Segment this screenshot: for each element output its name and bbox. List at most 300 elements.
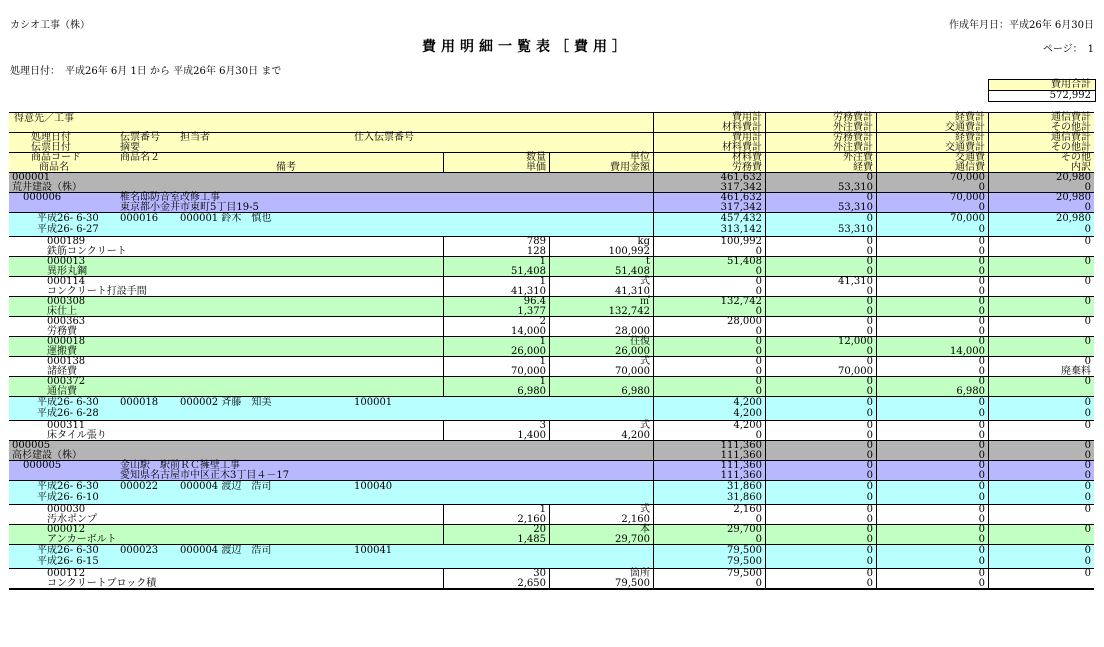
value: 0 bbox=[978, 524, 985, 535]
value-cell bbox=[876, 421, 988, 440]
item-unit: ㎡ bbox=[640, 296, 650, 307]
item-amount: 70,000 bbox=[615, 366, 650, 377]
unit-cell bbox=[549, 421, 653, 440]
qty-cell bbox=[443, 257, 549, 276]
value: 0 bbox=[866, 524, 873, 535]
value: 0 bbox=[1084, 224, 1091, 235]
item-price: 1,400 bbox=[517, 430, 546, 441]
value: 0 bbox=[866, 356, 873, 367]
qty-cell bbox=[443, 337, 549, 356]
value-cell bbox=[876, 545, 988, 568]
value: 0 bbox=[978, 376, 985, 387]
slip-staff: 000002 斉藤 知美 bbox=[180, 397, 272, 408]
value: 0 bbox=[978, 336, 985, 347]
value: 0 bbox=[978, 246, 985, 257]
value-cell bbox=[765, 337, 876, 356]
value-cell bbox=[876, 257, 988, 276]
period: 処理日付： 平成26年 6月 1日 から 平成26年 6月30日 まで bbox=[10, 66, 282, 77]
value-cell bbox=[653, 377, 765, 396]
item-amount: 100,992 bbox=[608, 246, 650, 257]
value-cell bbox=[653, 213, 765, 236]
item-unit: 箇所 bbox=[630, 568, 650, 579]
item-unit: 往復 bbox=[630, 336, 650, 347]
value-cell bbox=[876, 337, 988, 356]
item-code: 000311 bbox=[47, 420, 86, 431]
slip-staff: 000001 鈴木 慎也 bbox=[180, 213, 272, 224]
value-cell bbox=[876, 173, 988, 192]
slip-date: 平成26- 6-30 bbox=[37, 397, 99, 408]
value: 313,142 bbox=[720, 224, 762, 235]
value: 79,500 bbox=[727, 556, 762, 567]
value: 0 bbox=[755, 326, 762, 337]
value-cell bbox=[765, 357, 876, 376]
item-row bbox=[9, 317, 1094, 337]
item-price: 2,650 bbox=[517, 578, 546, 589]
value: 0 bbox=[978, 460, 985, 471]
value-cell bbox=[988, 461, 1094, 480]
value-cell bbox=[876, 277, 988, 296]
value: 0 bbox=[1084, 397, 1091, 408]
value: 0 bbox=[866, 492, 873, 503]
item-unit: kg bbox=[637, 236, 650, 247]
value: 0 bbox=[978, 236, 985, 247]
item-amount: 6,980 bbox=[621, 386, 650, 397]
value: 0 bbox=[866, 578, 873, 589]
purchase-slip-number: 100001 bbox=[354, 397, 393, 408]
item-name: 運搬費 bbox=[47, 346, 77, 357]
slip-date: 平成26- 6-30 bbox=[37, 481, 99, 492]
item-code: 000363 bbox=[47, 316, 86, 327]
value: 0 bbox=[1084, 524, 1091, 535]
qty-cell bbox=[443, 317, 549, 336]
value: 0 bbox=[978, 430, 985, 441]
value: 0 bbox=[755, 266, 762, 277]
slip-number: 000016 bbox=[120, 213, 159, 224]
item-price: 41,310 bbox=[511, 286, 546, 297]
value: 0 bbox=[755, 286, 762, 297]
item-name: 通信費 bbox=[47, 386, 77, 397]
value-cell bbox=[988, 257, 1094, 276]
site-address: 愛知県名古屋市中区正木3丁目４－17 bbox=[120, 470, 290, 481]
qty-cell bbox=[443, 525, 549, 544]
value: 6,980 bbox=[956, 386, 985, 397]
item-name: コンクリート打設手間 bbox=[47, 286, 147, 297]
value: 111,360 bbox=[720, 470, 762, 481]
value: 0 bbox=[978, 366, 985, 377]
value: 28,000 bbox=[727, 316, 762, 327]
value: 0 bbox=[755, 366, 762, 377]
unit-cell bbox=[549, 317, 653, 336]
value-cell bbox=[653, 277, 765, 296]
value-cell bbox=[988, 525, 1094, 544]
value-cell bbox=[876, 297, 988, 316]
qty-cell bbox=[443, 505, 549, 524]
item-qty: 1 bbox=[539, 256, 546, 267]
header-row-slip: 処理日付 伝票日付 伝票番号 摘要 担当者 仕入伝票番号 費用計 材料費計 労務費計 外注費計 経費計 交通費計 通信費計 その他計 bbox=[9, 133, 1094, 153]
value: 0 bbox=[978, 326, 985, 337]
value-cell bbox=[653, 337, 765, 356]
item-row bbox=[9, 357, 1094, 377]
value-cell bbox=[988, 377, 1094, 396]
value: 0 bbox=[1084, 470, 1091, 481]
value: 0 bbox=[1084, 202, 1091, 213]
value: 0 bbox=[978, 514, 985, 525]
value-cell bbox=[653, 545, 765, 568]
value-cell bbox=[876, 357, 988, 376]
item-qty: 1 bbox=[539, 504, 546, 515]
value: 0 bbox=[1084, 316, 1091, 327]
value: 20,980 bbox=[1056, 172, 1091, 183]
value-cell bbox=[765, 525, 876, 544]
value-cell bbox=[765, 481, 876, 504]
item-name: 労務費 bbox=[47, 326, 77, 337]
value: 0 bbox=[978, 481, 985, 492]
value-cell bbox=[988, 481, 1094, 504]
value: 0 bbox=[866, 256, 873, 267]
slip-doc-date: 平成26- 6-28 bbox=[37, 408, 99, 419]
value: 0 bbox=[978, 356, 985, 367]
purchase-slip-number: 100040 bbox=[354, 481, 393, 492]
purchase-slip-number: 100041 bbox=[354, 545, 393, 556]
value: 0 bbox=[866, 213, 873, 224]
value: 0 bbox=[755, 430, 762, 441]
value: 0 bbox=[978, 316, 985, 327]
site-row bbox=[9, 461, 1094, 481]
item-qty: 3 bbox=[539, 420, 546, 431]
value: 0 bbox=[978, 256, 985, 267]
item-price: 1,377 bbox=[517, 306, 546, 317]
value: 51,408 bbox=[727, 256, 762, 267]
value: 29,700 bbox=[727, 524, 762, 535]
site-code: 000006 bbox=[23, 192, 62, 203]
value: 0 bbox=[978, 306, 985, 317]
value-cell bbox=[765, 421, 876, 440]
value: 0 bbox=[866, 326, 873, 337]
value-cell bbox=[988, 545, 1094, 568]
value: 0 bbox=[755, 376, 762, 387]
value: 12,000 bbox=[838, 336, 873, 347]
item-unit: 式 bbox=[640, 276, 650, 287]
value: 0 bbox=[978, 556, 985, 567]
unit-cell bbox=[549, 525, 653, 544]
value: 317,342 bbox=[720, 182, 762, 193]
item-price: 1,485 bbox=[517, 534, 546, 545]
item-code: 000114 bbox=[47, 276, 86, 287]
slip-date: 平成26- 6-30 bbox=[37, 213, 99, 224]
value: 79,500 bbox=[727, 545, 762, 556]
value: 0 bbox=[978, 492, 985, 503]
value: 0 bbox=[978, 202, 985, 213]
unit-cell bbox=[549, 357, 653, 376]
value-cell bbox=[765, 317, 876, 336]
item-name: 鉄筋コンクリート bbox=[47, 246, 127, 257]
slip-row bbox=[9, 397, 1094, 421]
qty-cell bbox=[443, 377, 549, 396]
customer-code: 000001 bbox=[12, 172, 51, 183]
qty-cell bbox=[443, 421, 549, 440]
item-amount: 28,000 bbox=[615, 326, 650, 337]
value: 0 bbox=[1084, 545, 1091, 556]
value: 457,432 bbox=[720, 213, 762, 224]
item-amount: 2,160 bbox=[621, 514, 650, 525]
value: 0 bbox=[866, 397, 873, 408]
value-cell bbox=[988, 213, 1094, 236]
item-row bbox=[9, 421, 1094, 441]
value-cell bbox=[876, 481, 988, 504]
value: 0 bbox=[978, 296, 985, 307]
item-qty: 1 bbox=[539, 376, 546, 387]
value: 0 bbox=[866, 286, 873, 297]
value: 0 bbox=[866, 266, 873, 277]
value: 0 bbox=[755, 514, 762, 525]
customer-name: 高杉建設（株） bbox=[12, 450, 82, 461]
value: 20,980 bbox=[1056, 213, 1091, 224]
item-qty: 2 bbox=[539, 316, 546, 327]
created-date: 作成年月日：平成26年 6月30日 bbox=[949, 20, 1094, 31]
qty-cell bbox=[443, 297, 549, 316]
value: 0 bbox=[866, 376, 873, 387]
item-code: 000189 bbox=[47, 236, 86, 247]
value-cell bbox=[765, 461, 876, 480]
item-row bbox=[9, 257, 1094, 277]
value: 0 bbox=[755, 336, 762, 347]
value-cell bbox=[765, 237, 876, 256]
value-cell bbox=[876, 441, 988, 460]
item-code: 000012 bbox=[47, 524, 86, 535]
value-cell bbox=[988, 337, 1094, 356]
value: 31,860 bbox=[727, 492, 762, 503]
value-cell bbox=[653, 237, 765, 256]
value: 0 bbox=[1084, 276, 1091, 287]
company-name: カシオ工事（株） bbox=[10, 20, 90, 31]
value: 0 bbox=[866, 514, 873, 525]
value-cell bbox=[876, 505, 988, 524]
value: 0 bbox=[1084, 450, 1091, 461]
value-cell bbox=[653, 397, 765, 420]
value: 0 bbox=[978, 568, 985, 579]
item-amount: 79,500 bbox=[615, 578, 650, 589]
item-row bbox=[9, 505, 1094, 525]
value: 4,200 bbox=[733, 420, 762, 431]
value: 0 bbox=[1084, 296, 1091, 307]
item-name: 異形丸鋼 bbox=[47, 266, 87, 277]
slip-doc-date: 平成26- 6-15 bbox=[37, 556, 99, 567]
item-code: 000030 bbox=[47, 504, 86, 515]
value-cell bbox=[653, 297, 765, 316]
item-amount: 29,700 bbox=[615, 534, 650, 545]
value: 0 bbox=[755, 534, 762, 545]
slip-row bbox=[9, 481, 1094, 505]
item-name: 汚水ポンプ bbox=[47, 514, 97, 525]
site-name: 椎名邸防音室改修工事 bbox=[120, 192, 220, 203]
value: 0 bbox=[866, 408, 873, 419]
value-cell bbox=[876, 525, 988, 544]
item-unit: 式 bbox=[640, 420, 650, 431]
value-cell bbox=[988, 173, 1094, 192]
value: 0 bbox=[866, 545, 873, 556]
value: 0 bbox=[1084, 460, 1091, 471]
item-price: 2,160 bbox=[517, 514, 546, 525]
value: 0 bbox=[866, 306, 873, 317]
value: 53,310 bbox=[838, 224, 873, 235]
value: 0 bbox=[978, 182, 985, 193]
value: 0 bbox=[1084, 420, 1091, 431]
customer-name: 荒井建設（株） bbox=[12, 182, 82, 193]
value-cell bbox=[653, 193, 765, 212]
value-cell bbox=[876, 317, 988, 336]
site-code: 000005 bbox=[23, 460, 62, 471]
item-row bbox=[9, 277, 1094, 297]
total-value: 572,992 bbox=[1049, 90, 1091, 101]
value: 2,160 bbox=[733, 504, 762, 515]
value: 0 bbox=[978, 408, 985, 419]
item-price: 26,000 bbox=[511, 346, 546, 357]
value-cell bbox=[653, 525, 765, 544]
value-cell bbox=[653, 461, 765, 480]
unit-cell bbox=[549, 237, 653, 256]
cust-row bbox=[9, 441, 1094, 461]
value-cell bbox=[765, 397, 876, 420]
cust-row bbox=[9, 173, 1094, 193]
total-box bbox=[988, 79, 1096, 102]
item-qty: 789 bbox=[526, 236, 546, 247]
value: 0 bbox=[755, 346, 762, 357]
site-name: 金山駅 駅前ＲＣ擁壁工事 bbox=[120, 460, 240, 471]
item-price: 128 bbox=[526, 246, 546, 257]
report-title: 費用明細一覧表［費用］ bbox=[422, 39, 631, 55]
item-price: 70,000 bbox=[511, 366, 546, 377]
value-cell bbox=[653, 257, 765, 276]
value-cell bbox=[988, 317, 1094, 336]
item-name: アンカーボルト bbox=[47, 534, 117, 545]
value: 0 bbox=[866, 346, 873, 357]
value: 111,360 bbox=[720, 450, 762, 461]
item-code: 000308 bbox=[47, 296, 86, 307]
value: 0 bbox=[866, 460, 873, 471]
qty-cell bbox=[443, 357, 549, 376]
item-code: 000372 bbox=[47, 376, 86, 387]
total-label: 費用合計 bbox=[989, 80, 1095, 91]
value: 0 bbox=[866, 236, 873, 247]
value: 70,000 bbox=[950, 192, 985, 203]
value: 0 bbox=[1084, 182, 1091, 193]
value: 0 bbox=[978, 266, 985, 277]
item-amount: 26,000 bbox=[615, 346, 650, 357]
value: 0 bbox=[978, 286, 985, 297]
item-row bbox=[9, 377, 1094, 397]
value: 0 bbox=[978, 545, 985, 556]
value: 0 bbox=[978, 470, 985, 481]
value: 0 bbox=[978, 276, 985, 287]
value: 4,200 bbox=[733, 408, 762, 419]
value: 0 bbox=[978, 504, 985, 515]
item-amount: 132,742 bbox=[608, 306, 650, 317]
value: 0 bbox=[978, 440, 985, 451]
value: 0 bbox=[866, 172, 873, 183]
value-cell bbox=[653, 421, 765, 440]
value-cell bbox=[765, 545, 876, 568]
item-name: 床仕上 bbox=[47, 306, 77, 317]
customer-code: 000005 bbox=[12, 440, 51, 451]
value: 0 bbox=[866, 504, 873, 515]
value: 41,310 bbox=[838, 276, 873, 287]
value: 0 bbox=[866, 386, 873, 397]
value: 70,000 bbox=[950, 213, 985, 224]
value: 14,000 bbox=[950, 346, 985, 357]
slip-staff: 000004 渡辺 浩司 bbox=[180, 481, 272, 492]
qty-cell bbox=[443, 569, 549, 588]
value-cell bbox=[765, 193, 876, 212]
item-price: 6,980 bbox=[517, 386, 546, 397]
value-cell bbox=[653, 481, 765, 504]
value: 20,980 bbox=[1056, 192, 1091, 203]
value: 0 bbox=[866, 192, 873, 203]
item-qty: 96.4 bbox=[523, 296, 546, 307]
item-row bbox=[9, 337, 1094, 357]
item-qty: 30 bbox=[533, 568, 546, 579]
unit-cell bbox=[549, 257, 653, 276]
slip-number: 000023 bbox=[120, 545, 159, 556]
value: 132,742 bbox=[720, 296, 762, 307]
item-code: 000112 bbox=[47, 568, 86, 579]
value-cell bbox=[876, 461, 988, 480]
value-cell bbox=[765, 173, 876, 192]
slip-staff: 000004 渡辺 浩司 bbox=[180, 545, 272, 556]
value-cell bbox=[988, 297, 1094, 316]
value: 0 bbox=[1084, 356, 1091, 367]
value-cell bbox=[988, 421, 1094, 440]
value: 0 bbox=[978, 450, 985, 461]
value: 廃棄料 bbox=[1061, 366, 1091, 377]
value-cell bbox=[653, 569, 765, 588]
site-address: 東京都小金井市東町5丁目19-5 bbox=[120, 202, 259, 213]
value: 0 bbox=[978, 534, 985, 545]
unit-cell bbox=[549, 297, 653, 316]
value: 70,000 bbox=[838, 366, 873, 377]
value-cell bbox=[876, 397, 988, 420]
value-cell bbox=[988, 505, 1094, 524]
unit-cell bbox=[549, 337, 653, 356]
slip-row bbox=[9, 213, 1094, 237]
value: 0 bbox=[1084, 236, 1091, 247]
value: 0 bbox=[866, 568, 873, 579]
item-code: 000013 bbox=[47, 256, 86, 267]
value-cell bbox=[765, 213, 876, 236]
value: 0 bbox=[755, 578, 762, 589]
value: 0 bbox=[755, 276, 762, 287]
item-qty: 1 bbox=[539, 336, 546, 347]
page-number: ページ： 1 bbox=[1042, 44, 1094, 55]
value: 0 bbox=[866, 450, 873, 461]
value: 0 bbox=[978, 224, 985, 235]
value: 79,500 bbox=[727, 568, 762, 579]
qty-cell bbox=[443, 277, 549, 296]
col-customer-site: 得意先／工事 bbox=[14, 113, 74, 124]
value-cell bbox=[765, 505, 876, 524]
value: 0 bbox=[866, 430, 873, 441]
value-cell bbox=[653, 505, 765, 524]
value: 0 bbox=[1084, 376, 1091, 387]
value: 0 bbox=[1084, 256, 1091, 267]
value: 461,632 bbox=[720, 172, 762, 183]
slip-doc-date: 平成26- 6-10 bbox=[37, 492, 99, 503]
item-qty: 1 bbox=[539, 356, 546, 367]
value-cell bbox=[876, 377, 988, 396]
value-cell bbox=[876, 213, 988, 236]
value: 0 bbox=[1084, 336, 1091, 347]
value: 0 bbox=[1084, 504, 1091, 515]
value: 0 bbox=[866, 246, 873, 257]
